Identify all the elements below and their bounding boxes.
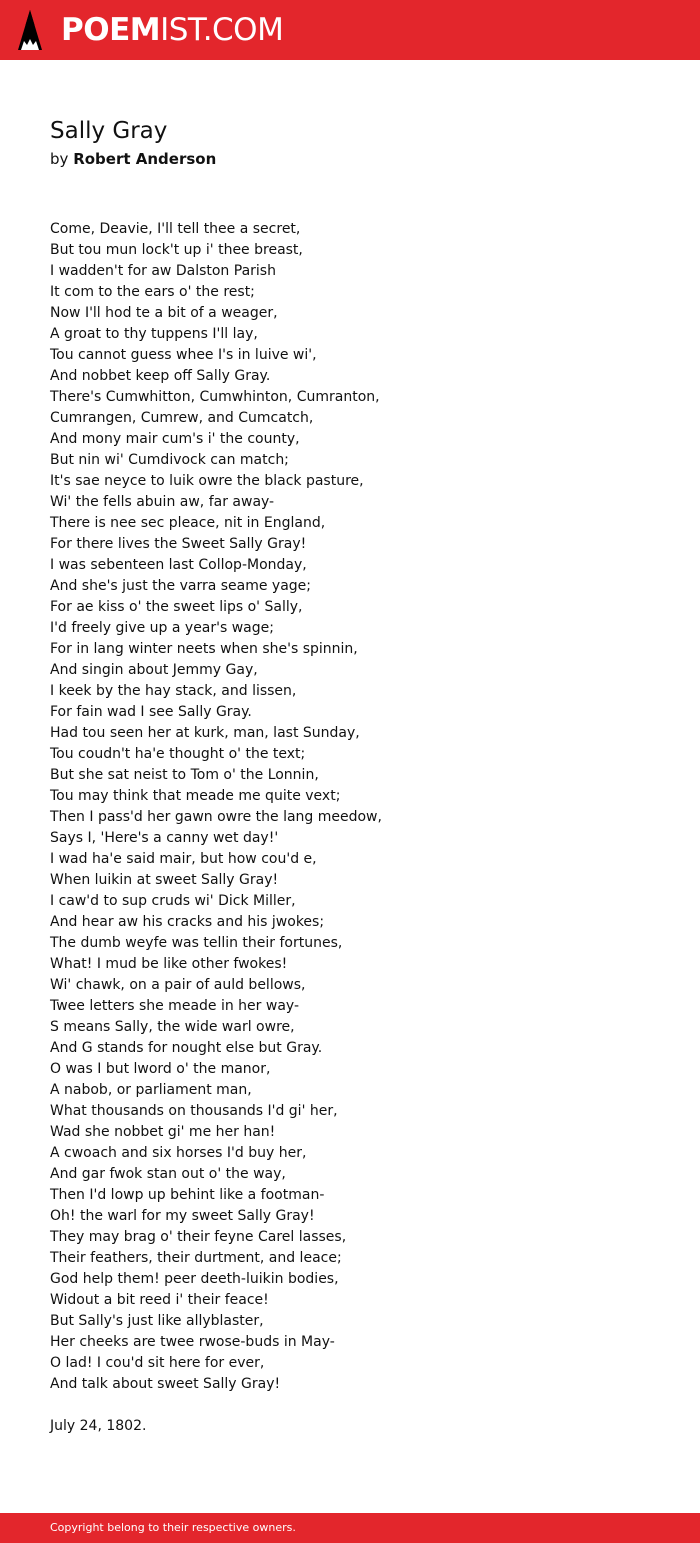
site-header <box>0 0 700 60</box>
poem-line: S means Sally, the wide warl owre, <box>50 1019 295 1035</box>
poem-line: What! I mud be like other fwokes! <box>50 956 288 972</box>
poem-line: Oh! the warl for my sweet Sally Gray! <box>50 1208 315 1224</box>
poem-line: For there lives the Sweet Sally Gray! <box>50 536 307 552</box>
byline <box>50 149 216 169</box>
poem-line: But nin wi' Cumdivock can match; <box>50 452 289 468</box>
by-label: by <box>50 150 69 168</box>
brand-light-text: IST.COM <box>160 12 284 48</box>
poem-line: A cwoach and six horses I'd buy her, <box>50 1145 307 1161</box>
poem-line: A nabob, or parliament man, <box>50 1082 252 1098</box>
poem-line: For fain wad I see Sally Gray. <box>50 704 252 720</box>
poem-line: But tou mun lock't up i' thee breast, <box>50 242 303 258</box>
poem-line: And gar fwok stan out o' the way, <box>50 1166 286 1182</box>
poem-line: Come, Deavie, I'll tell thee a secret, <box>50 221 301 237</box>
poem-line: Tou cannot guess whee I's in luive wi', <box>50 347 317 363</box>
poem-line: Widout a bit reed i' their feace! <box>50 1292 269 1308</box>
site-logo-text[interactable] <box>61 11 283 49</box>
poem-line: The dumb weyfe was tellin their fortunes, <box>50 935 343 951</box>
poem-title: Sally Gray <box>50 118 168 144</box>
poem-line: And mony mair cum's i' the county, <box>50 431 300 447</box>
poem-line: But she sat neist to Tom o' the Lonnin, <box>50 767 319 783</box>
poem-line: Wad she nobbet gi' me her han! <box>50 1124 276 1140</box>
poem-line: They may brag o' their feyne Carel lasses, <box>50 1229 347 1245</box>
poem-line: Wi' chawk, on a pair of auld bellows, <box>50 977 306 993</box>
poem-line: God help them! peer deeth-luikin bodies, <box>50 1271 339 1287</box>
poem-date: July 24, 1802. <box>50 1418 147 1434</box>
poem-line: I keek by the hay stack, and lissen, <box>50 683 297 699</box>
poem-line: And nobbet keep off Sally Gray. <box>50 368 271 384</box>
poem-line: I wad ha'e said mair, but how cou'd e, <box>50 851 317 867</box>
poem-line: Had tou seen her at kurk, man, last Sunday, <box>50 725 360 741</box>
poem-line: Now I'll hod te a bit of a weager, <box>50 305 278 321</box>
poem-line: But Sally's just like allyblaster, <box>50 1313 264 1329</box>
poem-line: And she's just the varra seame yage; <box>50 578 312 594</box>
poem-line: Their feathers, their durtment, and leace; <box>50 1250 342 1266</box>
poem-line: There is nee sec pleace, nit in England, <box>50 515 326 531</box>
poem-line: Tou may think that meade me quite vext; <box>50 788 341 804</box>
poem-line: Tou coudn't ha'e thought o' the text; <box>50 746 306 762</box>
poem-line: When luikin at sweet Sally Gray! <box>50 872 279 888</box>
poem-line: Wi' the fells abuin aw, far away- <box>50 494 275 510</box>
brand-bold-text: POEM <box>61 12 161 48</box>
poem-body <box>50 219 670 1395</box>
poem-line: I wadden't for aw Dalston Parish <box>50 263 276 279</box>
pencil-tip-icon[interactable] <box>17 9 43 51</box>
poem-line: And singin about Jemmy Gay, <box>50 662 258 678</box>
poem-line: Twee letters she meade in her way- <box>50 998 299 1014</box>
poem-line: Her cheeks are twee rwose-buds in May- <box>50 1334 335 1350</box>
poem-line: Says I, 'Here's a canny wet day!' <box>50 830 279 846</box>
poem-line: O lad! I cou'd sit here for ever, <box>50 1355 265 1371</box>
poem-line: It com to the ears o' the rest; <box>50 284 255 300</box>
poem-line: I was sebenteen last Collop-Monday, <box>50 557 307 573</box>
poem-line: Cumrangen, Cumrew, and Cumcatch, <box>50 410 314 426</box>
poem-line: There's Cumwhitton, Cumwhinton, Cumranton, <box>50 389 380 405</box>
author-name: Robert Anderson <box>73 150 217 168</box>
poem-line: I caw'd to sup cruds wi' Dick Miller, <box>50 893 296 909</box>
site-footer <box>0 1513 700 1543</box>
poem-line: O was I but lword o' the manor, <box>50 1061 271 1077</box>
poem-line: And hear aw his cracks and his jwokes; <box>50 914 325 930</box>
poem-line: For in lang winter neets when she's spinnin, <box>50 641 358 657</box>
poem-line: Then I'd lowp up behint like a footman- <box>50 1187 325 1203</box>
poem-line: And talk about sweet Sally Gray! <box>50 1376 281 1392</box>
poem-line: Then I pass'd her gawn owre the lang meedow, <box>50 809 382 825</box>
copyright-text: Copyright belong to their respective owners. <box>50 1521 296 1534</box>
poem-line: For ae kiss o' the sweet lips o' Sally, <box>50 599 303 615</box>
poem-line: And G stands for nought else but Gray. <box>50 1040 323 1056</box>
poem-line: It's sae neyce to luik owre the black pasture, <box>50 473 364 489</box>
poem-line: What thousands on thousands I'd gi' her, <box>50 1103 338 1119</box>
poem-line: A groat to thy tuppens I'll lay, <box>50 326 258 342</box>
poem-line: I'd freely give up a year's wage; <box>50 620 274 636</box>
